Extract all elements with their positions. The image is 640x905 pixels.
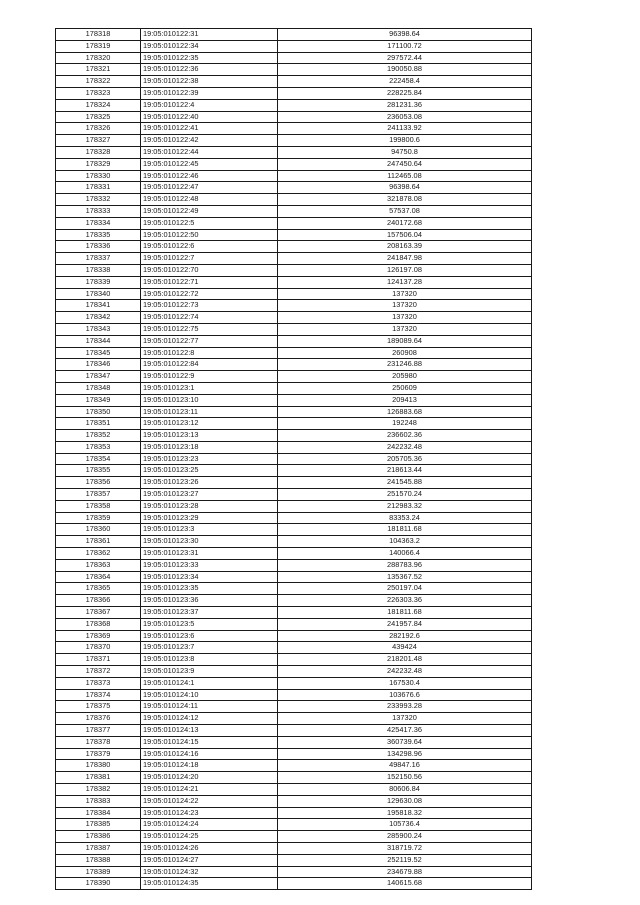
cadastral-number-cell: 19:05:010122:42	[141, 135, 278, 147]
value-cell: 195818.32	[278, 807, 532, 819]
cadastral-number-cell: 19:05:010123:27	[141, 489, 278, 501]
table-row	[56, 819, 532, 831]
cadastral-number-cell: 19:05:010123:25	[141, 465, 278, 477]
value-cell: 250609	[278, 382, 532, 394]
value-cell: 103676.6	[278, 689, 532, 701]
table-row	[56, 595, 532, 607]
table-row	[56, 76, 532, 88]
table-row	[56, 465, 532, 477]
table-row	[56, 701, 532, 713]
table-row	[56, 607, 532, 619]
cadastral-number-cell: 19:05:010122:4	[141, 99, 278, 111]
cadastral-number-cell: 19:05:010123:9	[141, 666, 278, 678]
cadastral-number-cell: 19:05:010124:16	[141, 748, 278, 760]
value-cell: 251570.24	[278, 489, 532, 501]
row-id-cell: 178378	[56, 736, 141, 748]
cadastral-number-cell: 19:05:010123:13	[141, 430, 278, 442]
cadastral-number-cell: 19:05:010123:29	[141, 512, 278, 524]
table-row	[56, 111, 532, 123]
row-id-cell: 178350	[56, 406, 141, 418]
value-cell: 218613.44	[278, 465, 532, 477]
cadastral-number-cell: 19:05:010124:1	[141, 677, 278, 689]
table-row	[56, 548, 532, 560]
cadastral-number-cell: 19:05:010123:35	[141, 583, 278, 595]
cadastral-number-cell: 19:05:010123:34	[141, 571, 278, 583]
table-row	[56, 583, 532, 595]
cadastral-number-cell: 19:05:010122:38	[141, 76, 278, 88]
value-cell: 240172.68	[278, 217, 532, 229]
value-cell: 135367.52	[278, 571, 532, 583]
cadastral-number-cell: 19:05:010123:37	[141, 607, 278, 619]
row-id-cell: 178352	[56, 430, 141, 442]
value-cell: 241957.84	[278, 618, 532, 630]
value-cell: 247450.64	[278, 158, 532, 170]
value-cell: 167530.4	[278, 677, 532, 689]
cadastral-number-cell: 19:05:010123:7	[141, 642, 278, 654]
value-cell: 208163.39	[278, 241, 532, 253]
cadastral-number-cell: 19:05:010122:31	[141, 29, 278, 41]
value-cell: 80606.84	[278, 784, 532, 796]
cadastral-number-cell: 19:05:010123:33	[141, 559, 278, 571]
value-cell: 181811.68	[278, 524, 532, 536]
table-row	[56, 453, 532, 465]
value-cell: 218201.48	[278, 654, 532, 666]
row-id-cell: 178363	[56, 559, 141, 571]
table-row	[56, 371, 532, 383]
table-row	[56, 725, 532, 737]
value-cell: 94750.8	[278, 146, 532, 158]
table-row	[56, 807, 532, 819]
value-cell: 241133.92	[278, 123, 532, 135]
table-row	[56, 654, 532, 666]
row-id-cell: 178364	[56, 571, 141, 583]
cadastral-number-cell: 19:05:010123:10	[141, 394, 278, 406]
cadastral-number-cell: 19:05:010124:11	[141, 701, 278, 713]
value-cell: 152150.56	[278, 772, 532, 784]
value-cell: 233993.28	[278, 701, 532, 713]
table-row	[56, 359, 532, 371]
row-id-cell: 178388	[56, 854, 141, 866]
cadastral-number-cell: 19:05:010122:49	[141, 205, 278, 217]
cadastral-number-cell: 19:05:010122:72	[141, 288, 278, 300]
value-cell: 112465.08	[278, 170, 532, 182]
row-id-cell: 178357	[56, 489, 141, 501]
cadastral-number-cell: 19:05:010122:9	[141, 371, 278, 383]
value-cell: 250197.04	[278, 583, 532, 595]
table-row	[56, 241, 532, 253]
value-cell: 137320	[278, 713, 532, 725]
value-cell: 209413	[278, 394, 532, 406]
row-id-cell: 178345	[56, 347, 141, 359]
cadastral-number-cell: 19:05:010123:18	[141, 441, 278, 453]
cadastral-number-cell: 19:05:010124:15	[141, 736, 278, 748]
table-row	[56, 713, 532, 725]
data-table	[55, 28, 532, 890]
value-cell: 285900.24	[278, 831, 532, 843]
table-row	[56, 418, 532, 430]
row-id-cell: 178348	[56, 382, 141, 394]
value-cell: 140615.68	[278, 878, 532, 890]
cadastral-number-cell: 19:05:010124:10	[141, 689, 278, 701]
table-row	[56, 217, 532, 229]
row-id-cell: 178390	[56, 878, 141, 890]
row-id-cell: 178330	[56, 170, 141, 182]
cadastral-number-cell: 19:05:010123:8	[141, 654, 278, 666]
value-cell: 281231.36	[278, 99, 532, 111]
row-id-cell: 178366	[56, 595, 141, 607]
table-row	[56, 524, 532, 536]
table-row	[56, 323, 532, 335]
value-cell: 96398.64	[278, 182, 532, 194]
table-row	[56, 40, 532, 52]
table-row	[56, 276, 532, 288]
table-row	[56, 64, 532, 76]
row-id-cell: 178354	[56, 453, 141, 465]
value-cell: 137320	[278, 312, 532, 324]
table-row	[56, 666, 532, 678]
row-id-cell: 178360	[56, 524, 141, 536]
cadastral-number-cell: 19:05:010123:12	[141, 418, 278, 430]
value-cell: 205705.36	[278, 453, 532, 465]
table-row	[56, 205, 532, 217]
table-row	[56, 748, 532, 760]
table-row	[56, 194, 532, 206]
row-id-cell: 178340	[56, 288, 141, 300]
row-id-cell: 178389	[56, 866, 141, 878]
table-row	[56, 866, 532, 878]
value-cell: 137320	[278, 288, 532, 300]
cadastral-number-cell: 19:05:010124:25	[141, 831, 278, 843]
row-id-cell: 178367	[56, 607, 141, 619]
value-cell: 231246.88	[278, 359, 532, 371]
value-cell: 205980	[278, 371, 532, 383]
table-row	[56, 406, 532, 418]
cadastral-number-cell: 19:05:010122:46	[141, 170, 278, 182]
value-cell: 228225.84	[278, 87, 532, 99]
row-id-cell: 178371	[56, 654, 141, 666]
value-cell: 126197.08	[278, 264, 532, 276]
row-id-cell: 178377	[56, 725, 141, 737]
row-id-cell: 178342	[56, 312, 141, 324]
table-row	[56, 878, 532, 890]
value-cell: 260908	[278, 347, 532, 359]
cadastral-number-cell: 19:05:010122:7	[141, 253, 278, 265]
row-id-cell: 178323	[56, 87, 141, 99]
cadastral-number-cell: 19:05:010123:3	[141, 524, 278, 536]
row-id-cell: 178333	[56, 205, 141, 217]
value-cell: 297572.44	[278, 52, 532, 64]
value-cell: 234679.88	[278, 866, 532, 878]
row-id-cell: 178327	[56, 135, 141, 147]
cadastral-number-cell: 19:05:010122:71	[141, 276, 278, 288]
value-cell: 134298.96	[278, 748, 532, 760]
value-cell: 236053.08	[278, 111, 532, 123]
table-row	[56, 772, 532, 784]
row-id-cell: 178383	[56, 795, 141, 807]
cadastral-number-cell: 19:05:010123:6	[141, 630, 278, 642]
row-id-cell: 178321	[56, 64, 141, 76]
table-row	[56, 158, 532, 170]
cadastral-number-cell: 19:05:010124:24	[141, 819, 278, 831]
cadastral-number-cell: 19:05:010124:22	[141, 795, 278, 807]
cadastral-number-cell: 19:05:010124:35	[141, 878, 278, 890]
value-cell: 140066.4	[278, 548, 532, 560]
cadastral-number-cell: 19:05:010122:40	[141, 111, 278, 123]
table-row	[56, 229, 532, 241]
cadastral-number-cell: 19:05:010122:84	[141, 359, 278, 371]
value-cell: 137320	[278, 323, 532, 335]
row-id-cell: 178325	[56, 111, 141, 123]
table-row	[56, 253, 532, 265]
table-row	[56, 87, 532, 99]
row-id-cell: 178318	[56, 29, 141, 41]
value-cell: 137320	[278, 300, 532, 312]
value-cell: 181811.68	[278, 607, 532, 619]
row-id-cell: 178379	[56, 748, 141, 760]
table-row	[56, 477, 532, 489]
row-id-cell: 178336	[56, 241, 141, 253]
value-cell: 96398.64	[278, 29, 532, 41]
value-cell: 318719.72	[278, 842, 532, 854]
cadastral-number-cell: 19:05:010122:75	[141, 323, 278, 335]
table-row	[56, 441, 532, 453]
cadastral-number-cell: 19:05:010122:50	[141, 229, 278, 241]
value-cell: 282192.6	[278, 630, 532, 642]
table-row	[56, 347, 532, 359]
table-row	[56, 288, 532, 300]
table-row	[56, 760, 532, 772]
row-id-cell: 178332	[56, 194, 141, 206]
table-row	[56, 536, 532, 548]
row-id-cell: 178319	[56, 40, 141, 52]
table-row	[56, 736, 532, 748]
cadastral-number-cell: 19:05:010122:6	[141, 241, 278, 253]
table-row	[56, 170, 532, 182]
value-cell: 252119.52	[278, 854, 532, 866]
cadastral-number-cell: 19:05:010124:12	[141, 713, 278, 725]
row-id-cell: 178376	[56, 713, 141, 725]
table-row	[56, 264, 532, 276]
row-id-cell: 178328	[56, 146, 141, 158]
cadastral-number-cell: 19:05:010122:34	[141, 40, 278, 52]
row-id-cell: 178331	[56, 182, 141, 194]
value-cell: 190050.88	[278, 64, 532, 76]
table-row	[56, 500, 532, 512]
row-id-cell: 178355	[56, 465, 141, 477]
row-id-cell: 178381	[56, 772, 141, 784]
value-cell: 199800.6	[278, 135, 532, 147]
table-row	[56, 831, 532, 843]
value-cell: 360739.64	[278, 736, 532, 748]
value-cell: 129630.08	[278, 795, 532, 807]
value-cell: 212983.32	[278, 500, 532, 512]
row-id-cell: 178335	[56, 229, 141, 241]
cadastral-number-cell: 19:05:010123:23	[141, 453, 278, 465]
row-id-cell: 178374	[56, 689, 141, 701]
cadastral-number-cell: 19:05:010122:74	[141, 312, 278, 324]
row-id-cell: 178385	[56, 819, 141, 831]
row-id-cell: 178369	[56, 630, 141, 642]
row-id-cell: 178329	[56, 158, 141, 170]
row-id-cell: 178375	[56, 701, 141, 713]
table-row	[56, 300, 532, 312]
value-cell: 49847.16	[278, 760, 532, 772]
table-row	[56, 182, 532, 194]
row-id-cell: 178387	[56, 842, 141, 854]
table-row	[56, 29, 532, 41]
row-id-cell: 178324	[56, 99, 141, 111]
value-cell: 425417.36	[278, 725, 532, 737]
row-id-cell: 178368	[56, 618, 141, 630]
cadastral-number-cell: 19:05:010122:48	[141, 194, 278, 206]
table-row	[56, 99, 532, 111]
row-id-cell: 178358	[56, 500, 141, 512]
cadastral-number-cell: 19:05:010122:5	[141, 217, 278, 229]
row-id-cell: 178339	[56, 276, 141, 288]
value-cell: 321878.08	[278, 194, 532, 206]
row-id-cell: 178356	[56, 477, 141, 489]
cadastral-number-cell: 19:05:010123:1	[141, 382, 278, 394]
value-cell: 288783.96	[278, 559, 532, 571]
value-cell: 126883.68	[278, 406, 532, 418]
cadastral-number-cell: 19:05:010122:36	[141, 64, 278, 76]
cadastral-number-cell: 19:05:010122:77	[141, 335, 278, 347]
value-cell: 104363.2	[278, 536, 532, 548]
cadastral-number-cell: 19:05:010122:41	[141, 123, 278, 135]
table-row	[56, 795, 532, 807]
row-id-cell: 178346	[56, 359, 141, 371]
value-cell: 57537.08	[278, 205, 532, 217]
cadastral-number-cell: 19:05:010124:18	[141, 760, 278, 772]
table-row	[56, 618, 532, 630]
row-id-cell: 178326	[56, 123, 141, 135]
table-row	[56, 312, 532, 324]
row-id-cell: 178351	[56, 418, 141, 430]
cadastral-number-cell: 19:05:010123:31	[141, 548, 278, 560]
value-cell: 242232.48	[278, 666, 532, 678]
table-row	[56, 430, 532, 442]
table-row	[56, 559, 532, 571]
row-id-cell: 178353	[56, 441, 141, 453]
row-id-cell: 178359	[56, 512, 141, 524]
table-row	[56, 135, 532, 147]
value-cell: 236602.36	[278, 430, 532, 442]
cadastral-number-cell: 19:05:010124:23	[141, 807, 278, 819]
cadastral-number-cell: 19:05:010123:26	[141, 477, 278, 489]
cadastral-number-cell: 19:05:010122:39	[141, 87, 278, 99]
value-cell: 83353.24	[278, 512, 532, 524]
table-row	[56, 642, 532, 654]
row-id-cell: 178338	[56, 264, 141, 276]
row-id-cell: 178382	[56, 784, 141, 796]
cadastral-number-cell: 19:05:010124:27	[141, 854, 278, 866]
table-row	[56, 394, 532, 406]
cadastral-number-cell: 19:05:010122:35	[141, 52, 278, 64]
cadastral-number-cell: 19:05:010122:44	[141, 146, 278, 158]
table-row	[56, 689, 532, 701]
value-cell: 157506.04	[278, 229, 532, 241]
value-cell: 241847.98	[278, 253, 532, 265]
table-row	[56, 784, 532, 796]
cadastral-number-cell: 19:05:010124:20	[141, 772, 278, 784]
value-cell: 189089.64	[278, 335, 532, 347]
value-cell: 171100.72	[278, 40, 532, 52]
row-id-cell: 178362	[56, 548, 141, 560]
value-cell: 439424	[278, 642, 532, 654]
table-row	[56, 842, 532, 854]
value-cell: 222458.4	[278, 76, 532, 88]
value-cell: 192248	[278, 418, 532, 430]
cadastral-number-cell: 19:05:010122:47	[141, 182, 278, 194]
table-row	[56, 571, 532, 583]
value-cell: 226303.36	[278, 595, 532, 607]
row-id-cell: 178380	[56, 760, 141, 772]
row-id-cell: 178320	[56, 52, 141, 64]
table-body	[56, 29, 532, 890]
row-id-cell: 178372	[56, 666, 141, 678]
row-id-cell: 178337	[56, 253, 141, 265]
table-row	[56, 512, 532, 524]
row-id-cell: 178365	[56, 583, 141, 595]
table-row	[56, 854, 532, 866]
table-row	[56, 677, 532, 689]
value-cell: 241545.88	[278, 477, 532, 489]
row-id-cell: 178343	[56, 323, 141, 335]
row-id-cell: 178384	[56, 807, 141, 819]
cadastral-number-cell: 19:05:010122:73	[141, 300, 278, 312]
value-cell: 105736.4	[278, 819, 532, 831]
row-id-cell: 178349	[56, 394, 141, 406]
row-id-cell: 178373	[56, 677, 141, 689]
cadastral-number-cell: 19:05:010123:30	[141, 536, 278, 548]
cadastral-number-cell: 19:05:010122:70	[141, 264, 278, 276]
table-row	[56, 52, 532, 64]
table-row	[56, 630, 532, 642]
cadastral-number-cell: 19:05:010124:21	[141, 784, 278, 796]
row-id-cell: 178347	[56, 371, 141, 383]
row-id-cell: 178322	[56, 76, 141, 88]
table-row	[56, 489, 532, 501]
table-row	[56, 382, 532, 394]
row-id-cell: 178334	[56, 217, 141, 229]
value-cell: 242232.48	[278, 441, 532, 453]
cadastral-number-cell: 19:05:010122:45	[141, 158, 278, 170]
cadastral-number-cell: 19:05:010123:11	[141, 406, 278, 418]
cadastral-number-cell: 19:05:010123:5	[141, 618, 278, 630]
cadastral-number-cell: 19:05:010123:36	[141, 595, 278, 607]
cadastral-number-cell: 19:05:010124:13	[141, 725, 278, 737]
cadastral-number-cell: 19:05:010124:32	[141, 866, 278, 878]
row-id-cell: 178341	[56, 300, 141, 312]
cadastral-number-cell: 19:05:010124:26	[141, 842, 278, 854]
row-id-cell: 178344	[56, 335, 141, 347]
value-cell: 124137.28	[278, 276, 532, 288]
table-row	[56, 123, 532, 135]
cadastral-number-cell: 19:05:010123:28	[141, 500, 278, 512]
table-row	[56, 335, 532, 347]
cadastral-number-cell: 19:05:010122:8	[141, 347, 278, 359]
table-row	[56, 146, 532, 158]
row-id-cell: 178386	[56, 831, 141, 843]
row-id-cell: 178370	[56, 642, 141, 654]
row-id-cell: 178361	[56, 536, 141, 548]
